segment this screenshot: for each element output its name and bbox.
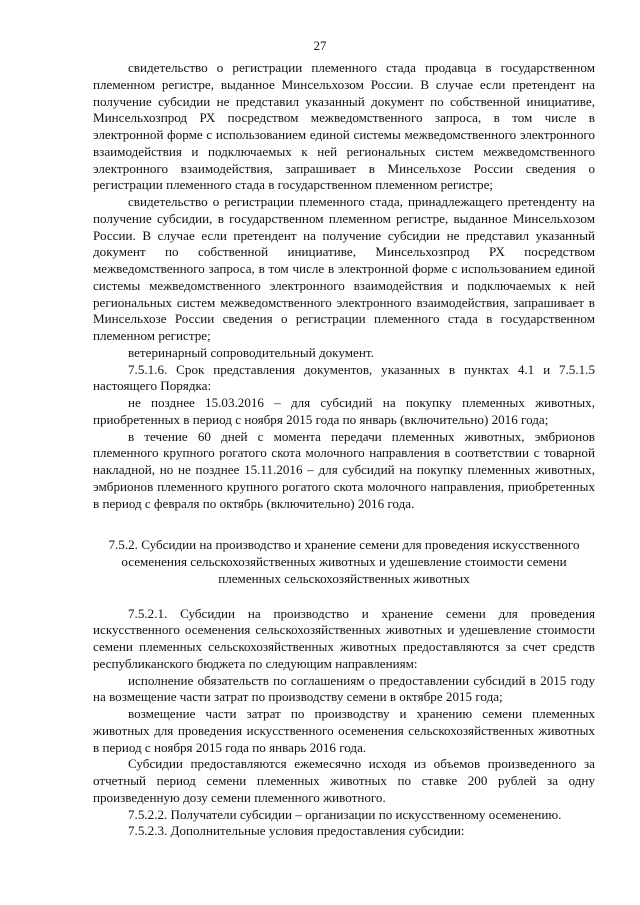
paragraph-direction-cost-compensation: возмещение части затрат по производству и хранению семени племенных животных для проведения искусственного осеменения сельскохозяйственных животных в период с ноября 2015 года по январь 2016 года. [93, 706, 595, 755]
paragraph-breeding-herd-certificate-applicant: свидетельство о регистрации племенного стада, принадлежащего претенденту на получение субсидии, в государственном племенном регистре, выданное Минсельхозом России. В случае если претендент на получение субсидии не представил указанный документ по собственной инициативе, Минсельхозпрод РХ посредством межведомственного запроса, в том числе в электронной форме с использованием единой системы межведомственного электронного взаимодействия и подключаемых к ней региональных систем межведомственного электронного взаимодействия, запрашивает в Минсельхозе России сведения о регистрации племенного стада в государственном племенном регистре; [93, 194, 595, 343]
paragraph-breeding-herd-certificate-seller: свидетельство о регистрации племенного стада продавца в государственном племенном регистре, выданное Минсельхозом России. В случае если претендент на получение субсидии не представил указанный документ по собственной инициативе, Минсельхозпрод РХ посредством межведомственного запроса, в том числе в электронной форме с использованием единой системы межведомственного электронного взаимодействия и подключаемых к ней региональных систем межведомственного электронного взаимодействия, запрашивает в Минсельхозе России сведения о регистрации племенного стада в государственном племенном регистре; [93, 60, 595, 193]
paragraph-deadline-60-days: в течение 60 дней с момента передачи племенных животных, эмбрионов племенного крупного рогатого скота молочного направления в соответствии с товарной накладной, но не позднее 15.11.2016 – для субсидий на покупку племенных животных, эмбрионов племенного крупного рогатого скота молочного направления, приобретенных в период с февраля по октябрь (включительно) 2016 года. [93, 428, 595, 511]
paragraph-veterinary-document: ветеринарный сопроводительный документ. [128, 344, 374, 360]
paragraph-clause-7-5-1-6: 7.5.1.6. Срок представления документов, указанных в пунктах 4.1 и 7.5.1.5 настоящего Порядка: [93, 361, 595, 394]
paragraph-clause-7-5-2-1: 7.5.2.1. Субсидии на производство и хранение семени для проведения искусственного осеменения сельскохозяйственных животных и удешевление стоимости семени племенных сельскохозяйственных животных предоставляются за счет средств республиканского бюджета по следующим направлениям: [93, 605, 595, 671]
page-number: 27 [313, 38, 327, 53]
paragraph-clause-7-5-2-3: 7.5.2.3. Дополнительные условия предоставления субсидии: [128, 823, 465, 839]
paragraph-direction-obligations: исполнение обязательств по соглашениям о предоставлении субсидий в 2015 году на возмещение части затрат по производству семени в октябре 2015 года; [93, 672, 595, 705]
paragraph-monthly-subsidy-rate: Субсидии предоставляются ежемесячно исходя из объемов произведенного за отчетный период семени племенных животных по ставке 200 рублей за одну произведенную дозу семени племенного животного. [93, 756, 595, 805]
paragraph-clause-7-5-2-2: 7.5.2.2. Получатели субсидии – организации по искусственному осеменению. [128, 806, 562, 822]
section-heading-7-5-2: 7.5.2. Субсидии на производство и хранение семени для проведения искусственного осеменения сельскохозяйственных животных и удешевление стоимости семени племенных сельскохозяйственных животных [108, 537, 580, 586]
paragraph-deadline-march: не позднее 15.03.2016 – для субсидий на покупку племенных животных, приобретенных в период с ноября 2015 года по январь (включительно) 2016 года; [93, 395, 595, 427]
document-body [93, 60, 595, 840]
